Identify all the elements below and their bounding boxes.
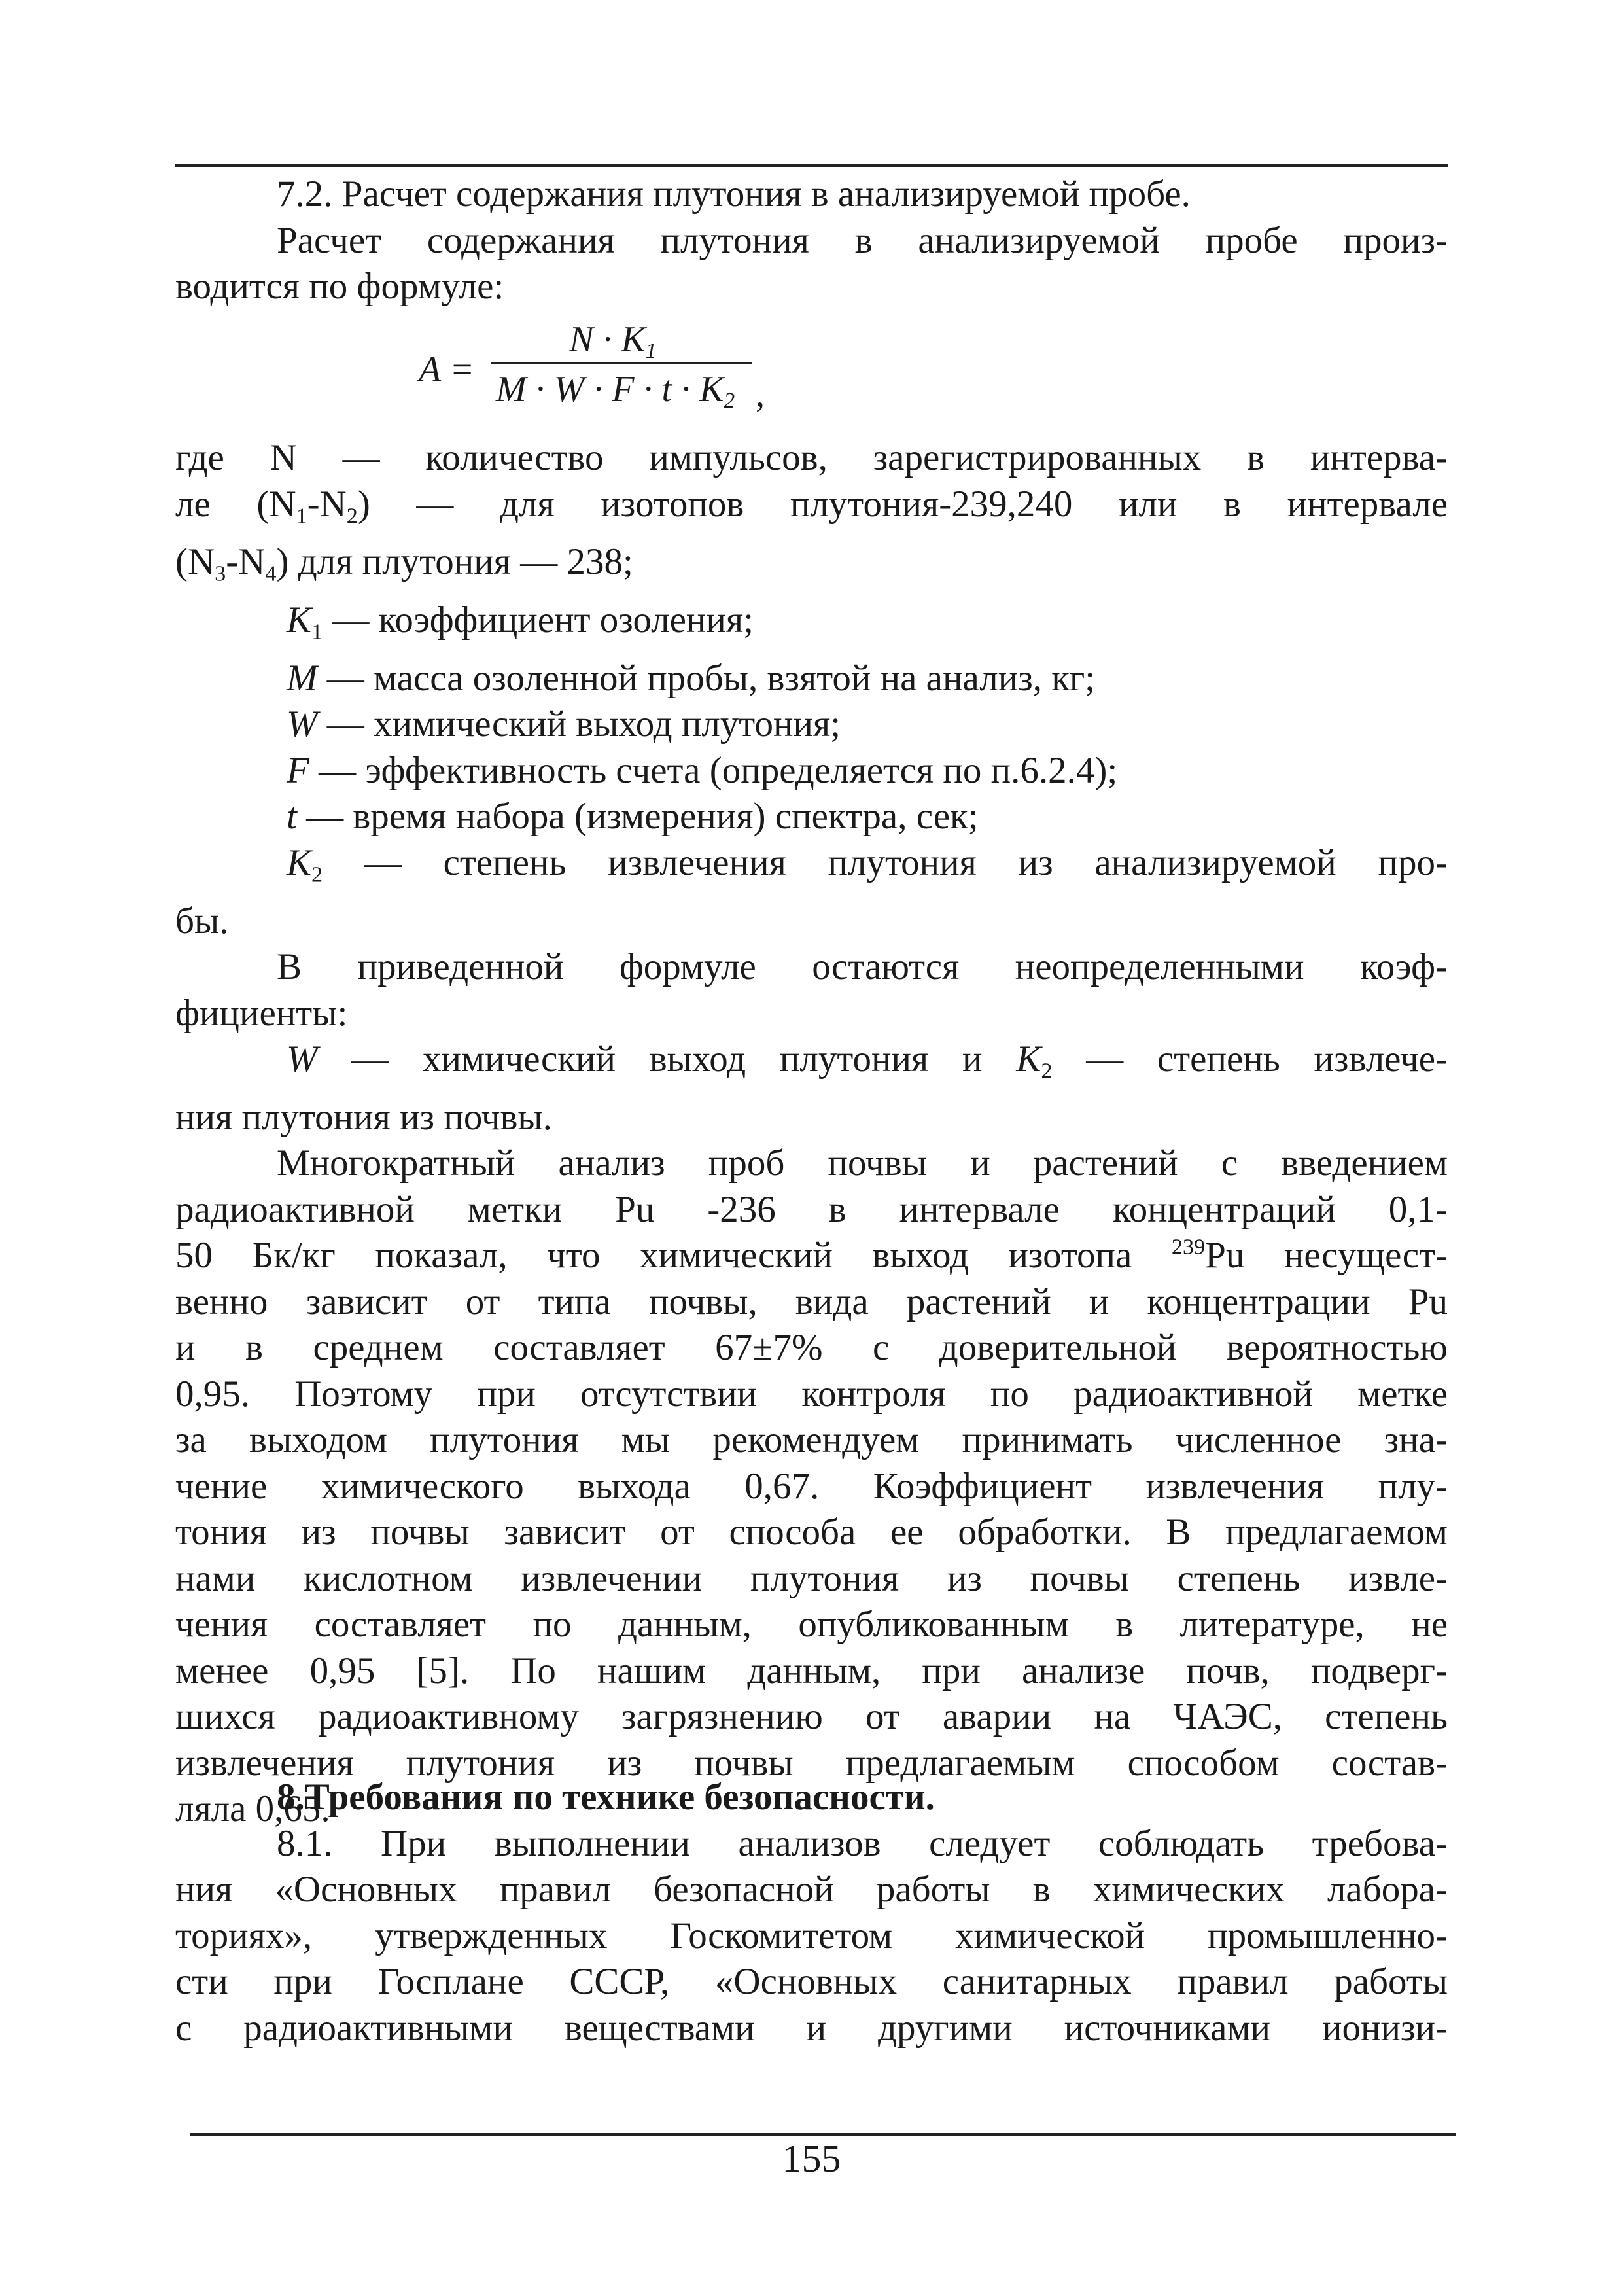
paragraph-line: извлечения плутония из почвы предлагаемым способом состав- <box>175 1742 1448 1784</box>
paragraph-line: ния плутония из почвы. <box>175 1096 552 1138</box>
paragraph-line: радиоактивной метки Pu -236 в интервале концентраций 0,1- <box>175 1188 1448 1230</box>
paragraph-line: фициенты: <box>175 992 348 1034</box>
section-8 <box>175 1775 1448 2051</box>
definition-k1: $K_1$ — коэффициент озоления; <box>287 599 754 645</box>
section-7-2 <box>175 171 1448 310</box>
paragraph-line: ния «Основных правил безопасной работы в химических лабора- <box>175 1869 1448 1910</box>
definition-w: W — химический выход плутония; <box>287 703 841 745</box>
paragraph-line: 0,95. Поэтому при отсутствии контроля по радиоактивной метке <box>175 1373 1448 1415</box>
paragraph-line: с радиоактивными веществами и другими источниками ионизи- <box>175 2007 1448 2049</box>
top-rule <box>175 164 1448 167</box>
formula <box>419 311 765 422</box>
definition-n: где N — количество импульсов, зарегистрированных в интерва- <box>175 437 1448 478</box>
paragraph-line: В приведенной формуле остаются неопределенными коэф- <box>277 946 1448 987</box>
paragraph-line: сти при Госплане СССР, «Основных санитарных правил работы <box>175 1961 1448 2002</box>
formula-lhs: A = <box>419 349 474 390</box>
section-heading: 7.2. Расчет содержания плутония в анализируемой пробе. <box>277 173 1191 215</box>
formula-comma: , <box>756 374 765 415</box>
definition-n-cont: ле $(N_1-N_2)$ — для изотопов плутония-239,240 или в интервале <box>175 483 1448 528</box>
definition-k2: $K_2$ — степень извлечения плутония из анализируемой про- <box>287 841 1448 887</box>
paragraph-line: ляла 0,65. <box>175 1788 330 1830</box>
intro-line: Расчет содержания плутония в анализируемой пробе произ- <box>277 219 1448 261</box>
paragraph-line: Многократный анализ проб почвы и растений с введением <box>277 1142 1448 1184</box>
formula-numerator: $N \cdot K_1$ <box>569 319 657 364</box>
paragraph-line: нами кислотном извлечении плутония из почвы степень извле- <box>175 1557 1448 1599</box>
definition-n-cont: $(N_3-N_4)$ для плутония — 238; <box>175 541 633 586</box>
intro-line: водится по формуле: <box>175 266 504 307</box>
paragraph-line: чения составляет по данным, опубликованным в литературе, не <box>175 1604 1448 1646</box>
definition-t: t — время набора (измерения) спектра, сек; <box>287 796 979 838</box>
paragraph-line: чение химического выхода 0,67. Коэффициент извлечения плу- <box>175 1465 1448 1507</box>
paragraph-line: 8.1. При выполнении анализов следует соблюдать требова- <box>277 1822 1448 1864</box>
paragraph-line: W — химический выход плутония и $K_2$ — степень извлече- <box>287 1038 1448 1084</box>
definition-k2-cont: бы. <box>175 900 229 942</box>
definition-m: M — масса озоленной пробы, взятой на анализ, кг; <box>287 657 1096 699</box>
paragraph-line: ториях», утвержденных Госкомитетом химической промышленно- <box>175 1915 1448 1956</box>
paragraph-line: венно зависит от типа почвы, вида растений и концентрации Pu <box>175 1280 1448 1322</box>
paragraph-line: тония из почвы зависит от способа ее обработки. В предлагаемом <box>175 1511 1448 1553</box>
bottom-rule <box>190 2133 1456 2136</box>
definition-f: F — эффективность счета (определяется по п.6.2.4); <box>287 749 1118 791</box>
section-heading: 8.Требования по технике безопасности. <box>277 1776 935 1818</box>
formula-denominator: $M \cdot W \cdot F \cdot t \cdot K_2$ <box>496 369 735 414</box>
paragraph-line: 50 Бк/кг показал, что химический выход изотопа $^{239}$Pu несущест- <box>175 1235 1448 1277</box>
paragraph-line: за выходом плутония мы рекомендуем принимать численное зна- <box>175 1419 1448 1461</box>
fraction-bar <box>491 362 752 364</box>
definitions <box>175 435 1448 1833</box>
page-number: 155 <box>782 2137 841 2180</box>
paragraph-line: менее 0,95 [5]. По нашим данным, при анализе почв, подверг- <box>175 1650 1448 1691</box>
paragraph-line: шихся радиоактивному загрязнению от аварии на ЧАЭС, степень <box>175 1696 1448 1738</box>
paragraph-line: и в среднем составляет 67±7% с доверительной вероятностью <box>175 1327 1448 1369</box>
